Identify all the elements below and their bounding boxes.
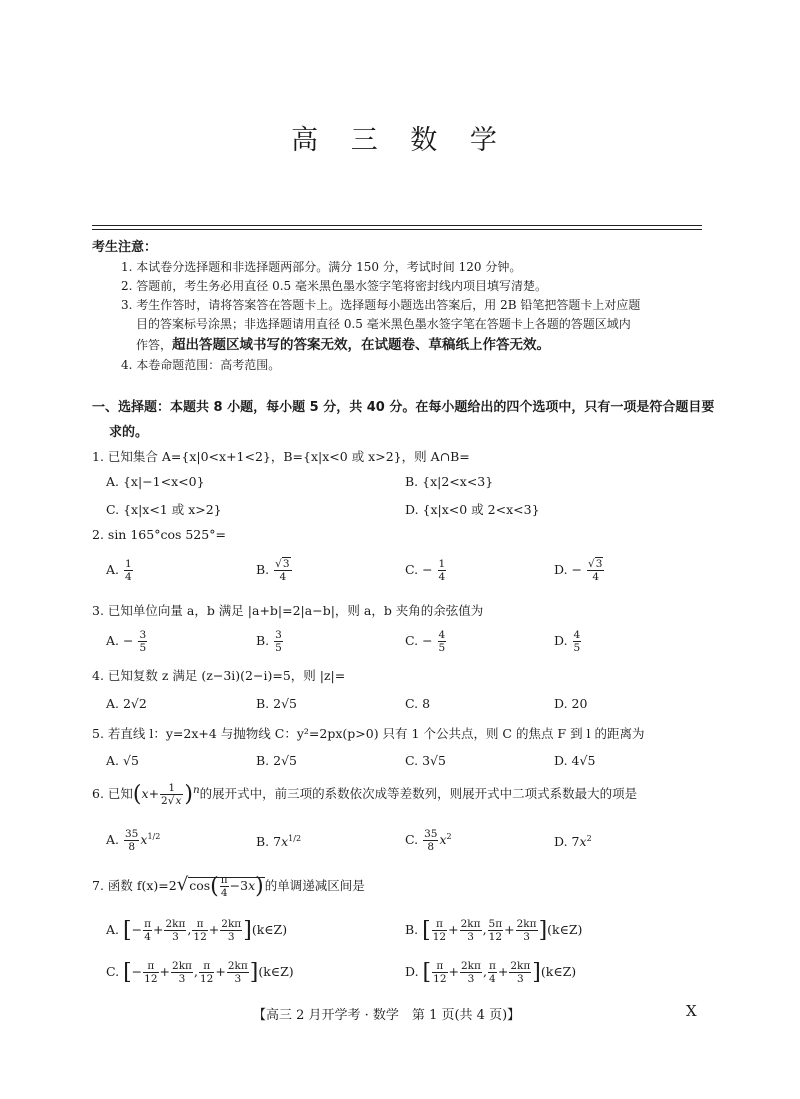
header-divider-bottom (92, 229, 702, 230)
question-7-option-b: B. [ $\frac{\pi}{12}$ + $\frac{2k\pi}{3}$ , $\frac{5\pi}{12}$ + $\frac{2k\pi}{3}$ ](k∈Z) (405, 918, 583, 944)
question-1-option-c: C. {x|x<1 或 x>2} (106, 502, 222, 517)
notice-item-3-cont2 (136, 333, 550, 353)
question-6-option-d: D. $7x^2$ (554, 834, 592, 850)
question-1-option-d: D. {x|x<0 或 2<x<3} (405, 502, 540, 517)
question-1-option-b: B. {x|2<x<3} (405, 474, 494, 489)
section-header-line2: 求的。 (109, 425, 149, 440)
question-6-option-c: C. $\frac{35}{8}$ $x^2$ (405, 828, 452, 854)
section-header-line1: 一、选择题：本题共 8 小题，每小题 5 分，共 40 分。在每小题给出的四个选项中，只有一项是符合题目要 (92, 400, 715, 415)
question-3-option-b: B. $\frac{3}{5}$ (256, 629, 282, 655)
notice-item-3: 3. 考生作答时，请将答案答在答题卡上。选择题每小题选出答案后，用 2B 铅笔把答题卡上对应题 (121, 298, 641, 312)
question-2-option-a: A. $\frac{1}{4}$ (106, 558, 132, 584)
question-1-stem: 1. 已知集合 A={x|0<x+1<2}，B={x|x<0 或 x>2}，则 A∩B= (92, 449, 470, 464)
paper-code: X (686, 1002, 697, 1020)
question-5-option-d: D. 4√5 (554, 753, 596, 768)
header-divider-top (92, 225, 702, 226)
notice-item-1: 1. 本试卷分选择题和非选择题两部分。满分 150 分，考试时间 120 分钟。 (121, 260, 522, 274)
page-footer: 【高三 2 月开学考 · 数学 第 1 页(共 4 页)】 (253, 1008, 521, 1023)
question-5-stem: 5. 若直线 l：y=2x+4 与抛物线 C：y²=2px(p>0) 只有 1 个公共点，则 C 的焦点 F 到 l 的距离为 (92, 726, 645, 741)
question-2-option-d: D. − $\frac{√3}{4}$ (554, 558, 603, 584)
question-3-stem: 3. 已知单位向量 a，b 满足 |a+b|=2|a−b|，则 a，b 夹角的余弦值为 (92, 603, 484, 618)
question-6-stem: 6. 已知(x+ $\frac{1}{2√x}$ )$^n$的展开式中，前三项的系数依次成等差数列，则展开式中二项式系数最大的项是 (92, 782, 638, 808)
question-7-option-c: C. [− $\frac{\pi}{12}$ + $\frac{2k\pi}{3}$ , $\frac{\pi}{12}$ + $\frac{2k\pi}{3}$ ](k∈Z) (106, 960, 294, 986)
notice-heading: 考生注意： (92, 240, 158, 255)
notice-item-2: 2. 答题前，考生务必用直径 0.5 毫米黑色墨水签字笔将密封线内项目填写清楚。 (121, 279, 547, 293)
question-2-stem: 2. sin 165°cos 525°= (92, 527, 226, 542)
question-3-option-c: C. − $\frac{4}{5}$ (405, 629, 446, 655)
notice-answer-label: 作答， (136, 338, 173, 352)
question-4-stem: 4. 已知复数 z 满足 (z−3i)(2−i)=5，则 |z|= (92, 668, 346, 683)
question-6-option-a: A. $\frac{35}{8}$ $x^{1/2}$ (106, 828, 161, 854)
notice-item-4: 4. 本卷命题范围：高考范围。 (121, 358, 281, 372)
question-5-option-b: B. 2√5 (256, 753, 298, 768)
question-7-option-a: A. [− $\frac{\pi}{4}$ + $\frac{2k\pi}{3}$ , $\frac{\pi}{12}$ + $\frac{2k\pi}{3}$ ](k∈Z) (106, 918, 288, 944)
question-2-option-b: B. $\frac{√3}{4}$ (256, 558, 290, 584)
question-7-stem: 7. 函数 f(x)=2√cos( $\frac{\pi}{4}$ −3x)的单调递减区间是 (92, 874, 365, 900)
question-4-option-d: D. 20 (554, 696, 588, 711)
question-6-option-b: B. $7x^{1/2}$ (256, 834, 302, 850)
question-5-option-a: A. √5 (106, 753, 139, 768)
question-7-option-d: D. [ $\frac{\pi}{12}$ + $\frac{2k\pi}{3}$ , $\frac{\pi}{4}$ + $\frac{2k\pi}{3}$ ](k∈Z) (405, 960, 577, 986)
question-3-option-a: A. − $\frac{3}{5}$ (106, 629, 147, 655)
question-3-option-d: D. $\frac{4}{5}$ (554, 629, 581, 655)
notice-item-3-cont: 目的答案标号涂黑；非选择题请用直径 0.5 毫米黑色墨水签字笔在答题卡上各题的答题区域内 (136, 317, 631, 331)
notice-warning: 超出答题区域书写的答案无效，在试题卷、草稿纸上作答无效。 (172, 337, 551, 353)
question-4-option-a: A. 2√2 (106, 696, 147, 711)
question-5-option-c: C. 3√5 (405, 753, 446, 768)
question-1-option-a: A. {x|−1<x<0} (106, 474, 205, 489)
page-title: 高 三 数 学 (291, 125, 509, 156)
question-4-option-b: B. 2√5 (256, 696, 298, 711)
question-2-option-c: C. − $\frac{1}{4}$ (405, 558, 446, 584)
question-4-option-c: C. 8 (405, 696, 431, 711)
